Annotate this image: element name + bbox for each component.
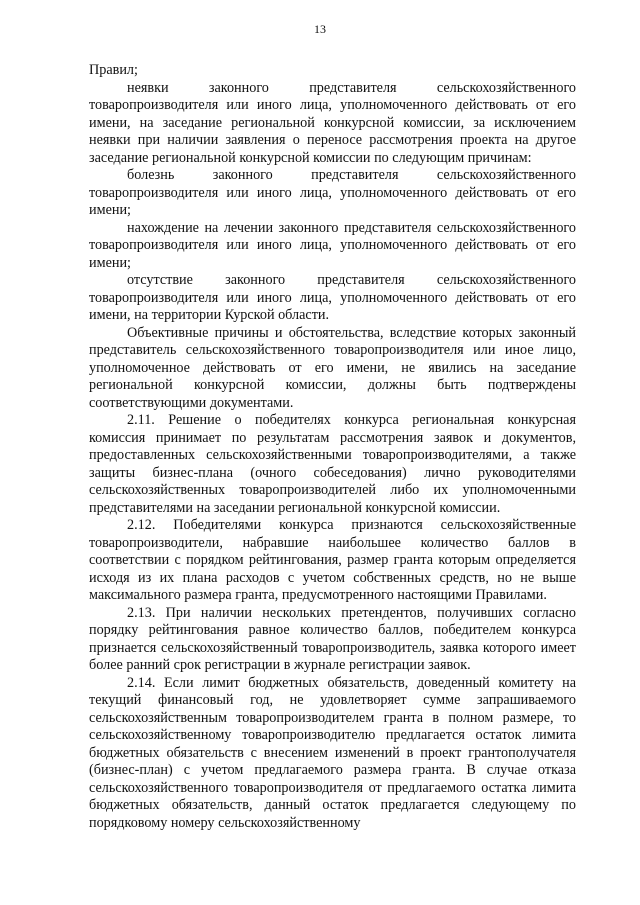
paragraph-2-13: 2.13. При наличии нескольких претендентов, получивших согласно порядку рейтингования равное количество баллов, победителем конкурса признается сельскохозяйственный товаропроизводитель, заявка которого имеет более ранний срок регистрации в журнале регистрации заявок. — [89, 604, 576, 673]
paragraph-absence: отсутствие законного представителя сельскохозяйственного товаропроизводителя или иного лица, уполномоченного действовать от его имени, на территории Курской области. — [89, 272, 576, 323]
paragraph-treatment: нахождение на лечении законного представителя сельскохозяйственного товаропроизводителя или иного лица, уполномоченного действовать от его имени; — [89, 219, 576, 271]
paragraph-2-14: 2.14. Если лимит бюджетных обязательств, доведенный комитету на текущий финансовый год, не удовлетворяет сумме запрашиваемого сельскохозяйственным товаропроизводителем гранта в полном размере, то сельскохозяйственному товаропроизводителю предлагается остаток лимита бюджетных обязательств с внесением изменений в проект грантополучателя (бизнес-план) с учетом предлагаемого размера гранта. В случае отказа сельскохозяйственного товаропроизводителя от предлагаемого остатка лимита бюджетных обязательств, данный остаток предлагается следующему по порядковому номеру сельскохозяйственному — [89, 674, 576, 831]
paragraph-2-11: 2.11. Решение о победителях конкурса региональная конкурсная комиссия принимает по результатам рассмотрения заявок и документов, предоставленных сельскохозяйственными товаропроизводителями, а также защиты бизнес-плана (очного собеседования) лично руководителями сельскохозяйственных товаропроизводителей либо их уполномоченными представителями на заседании региональной конкурсной комиссии. — [89, 412, 576, 516]
paragraph-continuation: Правил; — [89, 62, 138, 78]
page-number: 13 — [314, 22, 326, 36]
document-body — [89, 62, 576, 832]
paragraph-illness: болезнь законного представителя сельскохозяйственного товаропроизводителя или иного лица, уполномоченного действовать от его имени; — [89, 167, 576, 218]
paragraph-2-12: 2.12. Победителями конкурса признаются сельскохозяйственные товаропроизводители, набравшие наибольшее количество баллов в соответствии с порядком рейтингования, размер гранта которым определяется исходя из их плана расходов с учетом собственных средств, но не выше максимального размера гранта, предусмотренного настоящими Правилами. — [89, 517, 576, 603]
paragraph-objective-reasons: Объективные причины и обстоятельства, вследствие которых законный представитель сельскохозяйственного товаропроизводителя или иное лицо, уполномоченное действовать от его имени, не явились на заседание региональной конкурсной комиссии, должны быть подтверждены соответствующими документами. — [89, 324, 576, 411]
paragraph-nonappearance: неявки законного представителя сельскохозяйственного товаропроизводителя или иного лица, уполномоченного действовать от его имени, на заседание региональной конкурсной комиссии, за исключением неявки при наличии заявления о переносе рассмотрения проекта на другое заседание региональной конкурсной комиссии по следующим причинам: — [89, 79, 576, 166]
